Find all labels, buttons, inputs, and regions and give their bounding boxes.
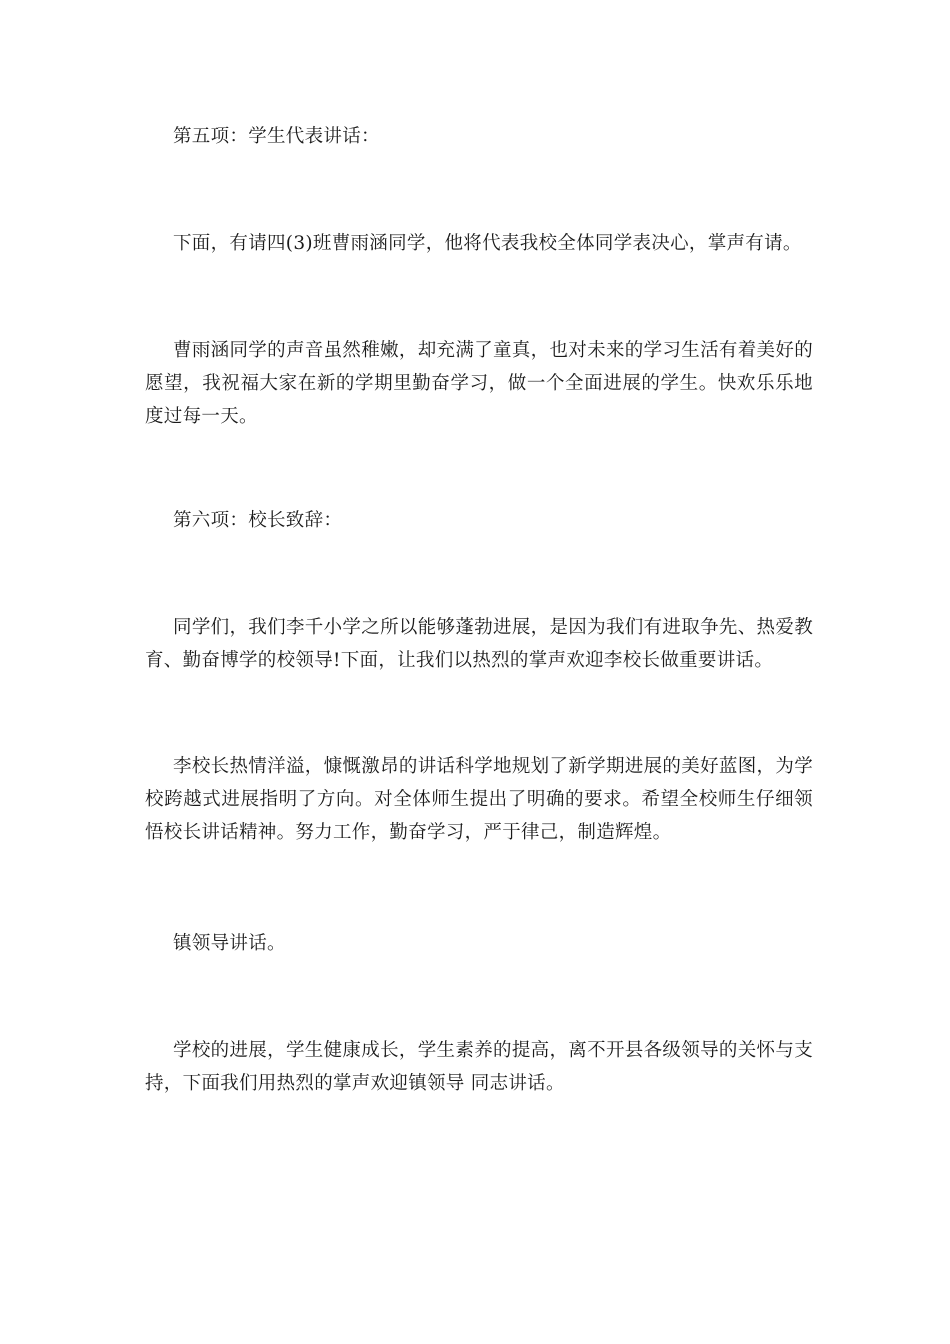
- paragraph-invite-town-leader: 学校的进展，学生健康成长，学生素养的提高，离不开县各级领导的关怀与支持，下面我们用热烈的掌声欢迎镇领导 同志讲话。: [145, 1040, 813, 1094]
- section-heading-town-leader-speech: 镇领导讲话。: [173, 933, 286, 954]
- paragraph-principal-comment: 李校长热情洋溢，慷慨激昂的讲话科学地规划了新学期进展的美好蓝图，为学校跨越式进展指明了方向。对全体师生提出了明确的要求。希望全校师生仔细领悟校长讲话精神。努力工作，勤奋学习，严于律己，制造辉煌。: [145, 756, 813, 843]
- paragraph-student-comment: 曹雨涵同学的声音虽然稚嫩，却充满了童真，也对未来的学习生活有着美好的愿望，我祝福大家在新的学期里勤奋学习，做一个全面进展的学生。快欢乐乐地度过每一天。: [145, 340, 813, 427]
- section-heading-student-speech: 第五项：学生代表讲话：: [173, 126, 380, 147]
- paragraph-invite-principal: 同学们，我们李千小学之所以能够蓬勃进展，是因为我们有进取争先、热爱教育、勤奋博学的校领导!下面，让我们以热烈的掌声欢迎李校长做重要讲话。: [145, 617, 813, 671]
- paragraph-invite-student: 下面，有请四(3)班曹雨涵同学，他将代表我校全体同学表决心，掌声有请。: [173, 233, 802, 254]
- section-heading-principal-speech: 第六项：校长致辞：: [173, 510, 343, 531]
